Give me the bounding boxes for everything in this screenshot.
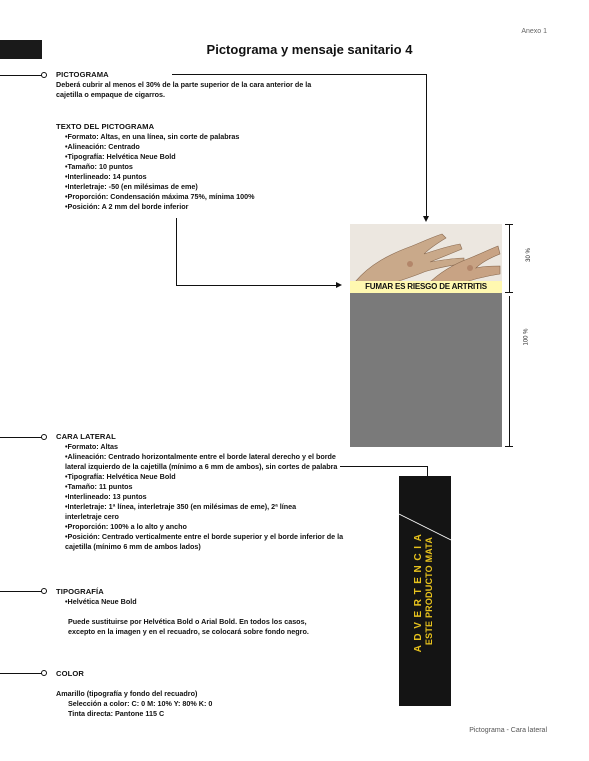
list-item: • Alineación: Centrado: [65, 142, 316, 152]
side-panel-text: [399, 476, 451, 706]
tipografia-note: Puede sustituirse por Helvética Bold o Arial Bold. En todos los casos, excepto en la imagen y en el recuadro, se colocará sobre fondo negro.: [68, 617, 309, 636]
list-item: • Interlineado: 13 puntos: [56, 492, 356, 502]
measure-100-label: 100 %: [523, 328, 530, 346]
side-panel-line2: ESTE PRODUCTO MATA: [424, 536, 434, 646]
list-item: • Proporción: 100% a lo alto y ancho: [56, 522, 356, 532]
color-title: COLOR: [56, 669, 84, 678]
list-item: • Tipografía: Helvética Neue Bold: [65, 152, 316, 162]
measure-100-line: [509, 296, 510, 447]
pictograma-leader-dot: [41, 72, 47, 78]
list-item: • Proporción: Condensación máxima 75%, mínima 100%: [65, 192, 316, 202]
pack-front-body: [350, 293, 502, 447]
tipografia-section: [56, 587, 336, 637]
list-item: • Interlineado: 14 puntos: [65, 172, 316, 182]
list-item: • Tamaño: 11 puntos: [56, 482, 356, 492]
list-item: • Tipografía: Helvética Neue Bold: [56, 472, 356, 482]
color-leader-dot: [41, 670, 47, 676]
page-title: Pictograma y mensaje sanitario 4: [206, 42, 413, 57]
measure-30-label: 30 %: [525, 248, 532, 262]
pictograma-section: [56, 70, 326, 100]
texto-pictograma-section: [56, 122, 316, 212]
list-item: • Tamaño: 10 puntos: [65, 162, 316, 172]
cara-lateral-list: [56, 442, 356, 552]
texto-connector-h: [176, 285, 336, 286]
cara-leader-dot: [41, 434, 47, 440]
pictograma-body: Deberá cubrir al menos el 30% de la parte superior de la cara anterior de la cajetilla o empaque de cigarros.: [56, 80, 312, 99]
tipografia-title: TIPOGRAFÍA: [56, 587, 104, 596]
measure-100-tick-bottom: [505, 446, 513, 447]
list-item: • Interletraje: 1ª línea, interletraje 350 (en milésimas de eme), 2ª línea interletraje cero: [56, 502, 325, 522]
list-item: • Alineación: Centrado horizontalmente entre el borde lateral derecho y el borde lateral izquierdo de la cajetilla (mínimo a 6 mm de ambos), sin cortes de palabra: [56, 452, 345, 472]
color-label: Amarillo (tipografía y fondo del recuadro): [56, 689, 198, 698]
page-footer: Pictograma - Cara lateral: [469, 727, 547, 734]
tipografia-leader-dot: [41, 588, 47, 594]
cara-leader-line: [0, 437, 42, 438]
cara-lateral-title: CARA LATERAL: [56, 432, 116, 441]
list-item: • Posición: Centrado verticalmente entre el borde superior y el borde inferior de la cajetilla (mínimo 6 mm de ambos lados): [56, 532, 350, 552]
annex-label: Anexo 1: [521, 28, 547, 35]
texto-connector-v: [176, 218, 177, 286]
color-section: [56, 669, 336, 719]
pictogram-warning-banner: FUMAR ES RIESGO DE ARTRITIS: [350, 281, 502, 293]
color-direct-ink: Tinta directa: Pantone 115 C: [68, 709, 165, 718]
pictograma-connector-v: [426, 74, 427, 216]
list-item: • Formato: Altas: [56, 442, 356, 452]
measure-30-line: [509, 224, 510, 293]
pictograma-leader-line: [0, 75, 42, 76]
side-panel-line1: ADVERTENCIA: [413, 529, 424, 653]
list-item: • Formato: Altas, en una línea, sin corte de palabras: [65, 132, 316, 142]
pictograma-arrow-icon: [423, 216, 429, 222]
tipografia-leader-line: [0, 591, 42, 592]
texto-arrow-icon: [336, 282, 342, 288]
list-item: • Interletraje: -50 (en milésimas de eme): [65, 182, 316, 192]
color-leader-line: [0, 673, 42, 674]
texto-pictograma-list: [56, 132, 316, 212]
color-selection: Selección a color: C: 0 M: 10% Y: 80% K: 0: [68, 699, 213, 708]
tipografia-font: • Helvética Neue Bold: [56, 597, 336, 607]
measure-30-tick-bottom: [505, 292, 513, 293]
cara-lateral-section: [56, 432, 356, 552]
texto-pictograma-title: TEXTO DEL PICTOGRAMA: [56, 122, 155, 131]
side-panel-preview: [399, 476, 451, 706]
measure-30-tick-top: [505, 224, 513, 225]
list-item: • Posición: A 2 mm del borde inferior: [65, 202, 316, 212]
pictograma-title: PICTOGRAMA: [56, 70, 109, 79]
